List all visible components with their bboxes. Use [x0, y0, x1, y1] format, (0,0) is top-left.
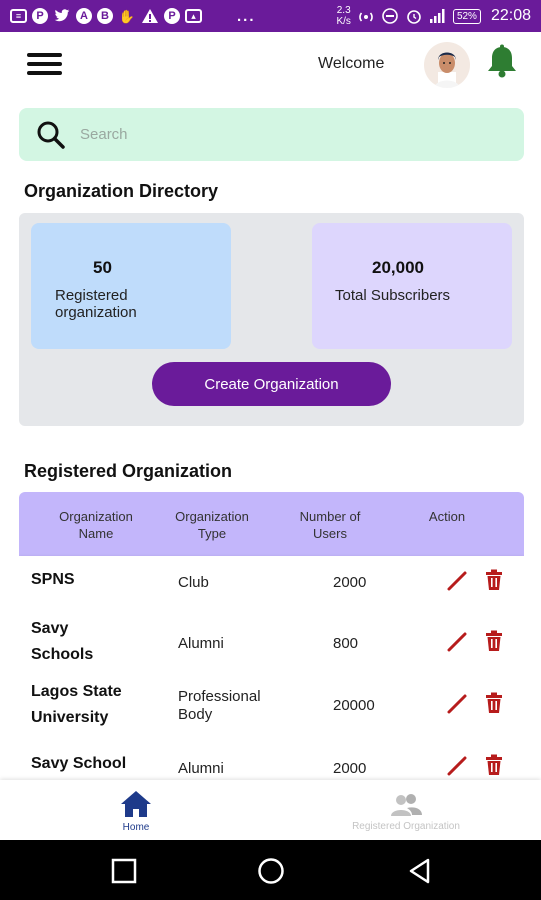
hotspot-icon: [357, 8, 375, 24]
search-bar: [19, 108, 524, 161]
system-navigation-bar: [0, 840, 541, 900]
home-icon: [119, 789, 153, 819]
org-name: [31, 616, 161, 668]
app-b-icon: B: [97, 8, 113, 24]
network-speed-unit: K/s: [336, 16, 351, 27]
org-type: [178, 574, 298, 592]
org-users: 2000: [333, 760, 367, 777]
org-type-line2: Body: [178, 706, 213, 723]
org-users: 20000: [333, 697, 375, 714]
delete-icon[interactable]: [484, 630, 504, 652]
app-p2-icon: P: [164, 8, 180, 24]
status-bar: [0, 0, 541, 32]
gallery-icon: ▴: [185, 9, 202, 23]
welcome-text: Welcome: [318, 55, 385, 72]
bottom-navigation: [0, 780, 541, 840]
group-icon: [389, 792, 423, 818]
edit-icon[interactable]: [446, 631, 468, 653]
avatar[interactable]: [424, 42, 470, 88]
dnd-icon: [381, 8, 399, 24]
org-name-line1: SPNS: [31, 571, 75, 588]
header-org-name-line1: Organization: [59, 509, 133, 524]
app-header: [0, 32, 541, 98]
create-organization-button[interactable]: Create Organization: [152, 362, 391, 406]
header-org-type-line1: Organization: [175, 509, 249, 524]
table-row: [19, 678, 524, 748]
table-body: [19, 556, 524, 780]
app-p-icon: P: [32, 8, 48, 24]
header-org-name: [41, 508, 151, 542]
org-type-line1: Professional: [178, 688, 261, 705]
network-speed-value: 2.3: [336, 5, 351, 16]
more-notifications: ...: [237, 7, 256, 25]
notification-bell-icon[interactable]: [484, 43, 520, 79]
menu-icon[interactable]: [27, 52, 62, 78]
subscribers-label: Total Subscribers: [335, 287, 451, 304]
org-name: [31, 567, 161, 593]
delete-icon[interactable]: [484, 569, 504, 591]
org-type: [178, 760, 298, 778]
org-name-line2: Schools: [31, 646, 94, 663]
header-org-name-line2: Name: [78, 526, 114, 541]
organizations-table: [19, 492, 524, 780]
org-type-line1: Alumni: [178, 760, 224, 777]
org-type: [178, 635, 298, 653]
edit-icon[interactable]: [446, 570, 468, 592]
table-row: [19, 616, 524, 678]
edit-icon[interactable]: [446, 693, 468, 715]
org-users: 800: [333, 635, 359, 652]
search-input[interactable]: [80, 126, 480, 143]
subscribers-stat-card: [312, 223, 512, 349]
twitter-icon: [53, 8, 71, 24]
nav-registered-organization[interactable]: [316, 780, 496, 840]
org-name: [31, 679, 161, 731]
delete-icon[interactable]: [484, 692, 504, 714]
nav-registered-label: Registered Organization: [352, 821, 460, 832]
home-circle-icon[interactable]: [257, 857, 285, 885]
warning-icon: [141, 8, 159, 24]
org-type-line1: Alumni: [178, 635, 224, 652]
app-a-icon: A: [76, 8, 92, 24]
org-name-line2: University: [31, 709, 109, 726]
org-type-line1: Club: [178, 574, 209, 591]
network-speed: [336, 5, 350, 27]
system-icons: [336, 5, 531, 27]
registered-count: 50: [93, 258, 112, 277]
edit-icon[interactable]: [446, 755, 468, 777]
clock: 22:08: [490, 7, 531, 24]
table-row: [19, 750, 524, 780]
back-icon[interactable]: [406, 857, 434, 885]
alarm-icon: [405, 8, 423, 24]
org-type: [178, 688, 298, 724]
header-users-line2: Users: [313, 526, 347, 541]
registered-stat-card: [31, 223, 231, 349]
registered-label-line2: organization: [55, 304, 137, 321]
registered-label: [55, 287, 137, 321]
hand-icon: ✋: [118, 8, 136, 24]
org-name-line1: Savy School: [31, 755, 127, 772]
org-users: 2000: [333, 574, 367, 591]
delete-icon[interactable]: [484, 754, 504, 776]
table-row: [19, 556, 524, 616]
search-icon[interactable]: [35, 119, 67, 151]
org-name-line1: Savy: [31, 620, 69, 637]
registered-title: Registered Organization: [24, 461, 233, 481]
table-header: [19, 492, 524, 556]
signal-icon: [429, 8, 447, 24]
message-icon: ≡: [10, 9, 27, 23]
nav-home-label: Home: [122, 822, 150, 833]
battery-indicator: 52%: [453, 9, 481, 24]
directory-panel: [19, 213, 524, 426]
registered-label-line1: Registered: [55, 287, 128, 304]
notification-icons: [10, 8, 256, 25]
header-users-line1: Number of: [299, 509, 361, 524]
subscribers-count: 20,000: [372, 258, 424, 277]
recents-icon[interactable]: [110, 857, 138, 885]
org-name-line1: Lagos State: [31, 683, 122, 700]
org-name: [31, 751, 161, 777]
header-users: [279, 508, 381, 542]
nav-home[interactable]: [95, 780, 177, 840]
directory-title: Organization Directory: [24, 181, 219, 201]
header-org-type-line2: Type: [197, 526, 227, 541]
header-org-type: [157, 508, 267, 542]
header-action: Action: [428, 509, 466, 524]
